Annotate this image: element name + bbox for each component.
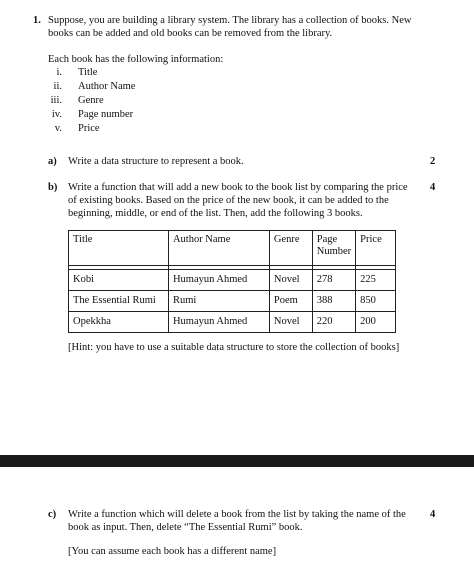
part-c-line-1: Write a function which will delete a book from the list by taking the name of the [68, 509, 406, 520]
part-b-line-1: Write a function that will add a new book to the book list by comparing the price [68, 182, 408, 193]
info-item-numeral: i. [56, 67, 62, 78]
column-header-genre: Genre [269, 231, 312, 266]
part-c-line-2: book as input. Then, delete “The Essential Rumi” book. [68, 522, 303, 533]
info-item-numeral: ii. [53, 81, 62, 92]
info-heading: Each book has the following information: [48, 54, 224, 65]
part-b-label: b) [48, 182, 58, 193]
part-b-line-3: beginning, middle, or end of the list. Then, add the following 3 books. [68, 208, 363, 219]
info-item-text: Title [78, 67, 98, 78]
cell-page-number: 388 [312, 291, 355, 312]
part-b-line-2: of existing books. Based on the price of the new book, it can be added to the [68, 195, 389, 206]
table-row [69, 270, 396, 291]
info-item-text: Price [78, 123, 100, 134]
column-header-price: Price [356, 231, 396, 266]
part-a-label: a) [48, 156, 57, 167]
page-separator [0, 455, 474, 467]
cell-genre: Novel [269, 312, 312, 333]
question-intro-line-2: books can be added and old books can be removed from the library. [48, 28, 333, 39]
info-item-text: Page number [78, 109, 134, 120]
part-c-marks: 4 [430, 509, 436, 520]
cell-author: Rumi [168, 291, 269, 312]
info-item-text: Author Name [78, 81, 136, 92]
hint-text: [Hint: you have to use a suitable data structure to store the collection of books] [68, 342, 400, 353]
info-item-numeral: iv. [51, 109, 62, 120]
column-header-author: Author Name [168, 231, 269, 266]
cell-genre: Poem [269, 291, 312, 312]
info-item-numeral: v. [54, 123, 62, 134]
cell-title: Opekkha [69, 312, 169, 333]
table-row [69, 291, 396, 312]
column-header-page-number: Page Number [312, 231, 355, 266]
cell-title: The Essential Rumi [69, 291, 169, 312]
part-c-note: [You can assume each book has a different name] [68, 546, 277, 557]
column-header-title: Title [69, 231, 169, 266]
cell-genre: Novel [269, 270, 312, 291]
cell-price: 225 [356, 270, 396, 291]
books-table [68, 230, 396, 333]
info-item-numeral: iii. [50, 95, 62, 106]
cell-author: Humayun Ahmed [168, 312, 269, 333]
cell-price: 850 [356, 291, 396, 312]
part-b-marks: 4 [430, 182, 436, 193]
part-c-label: c) [48, 509, 57, 520]
cell-author: Humayun Ahmed [168, 270, 269, 291]
table-header-row [69, 231, 396, 266]
cell-page-number: 278 [312, 270, 355, 291]
part-a-marks: 2 [430, 156, 436, 167]
part-a-text: Write a data structure to represent a book. [68, 156, 244, 167]
cell-page-number: 220 [312, 312, 355, 333]
table-row [69, 312, 396, 333]
question-intro-line-1: Suppose, you are building a library system. The library has a collection of books. New [48, 15, 412, 26]
info-item-text: Genre [78, 95, 104, 106]
question-number: 1. [33, 15, 41, 26]
cell-price: 200 [356, 312, 396, 333]
cell-title: Kobi [69, 270, 169, 291]
